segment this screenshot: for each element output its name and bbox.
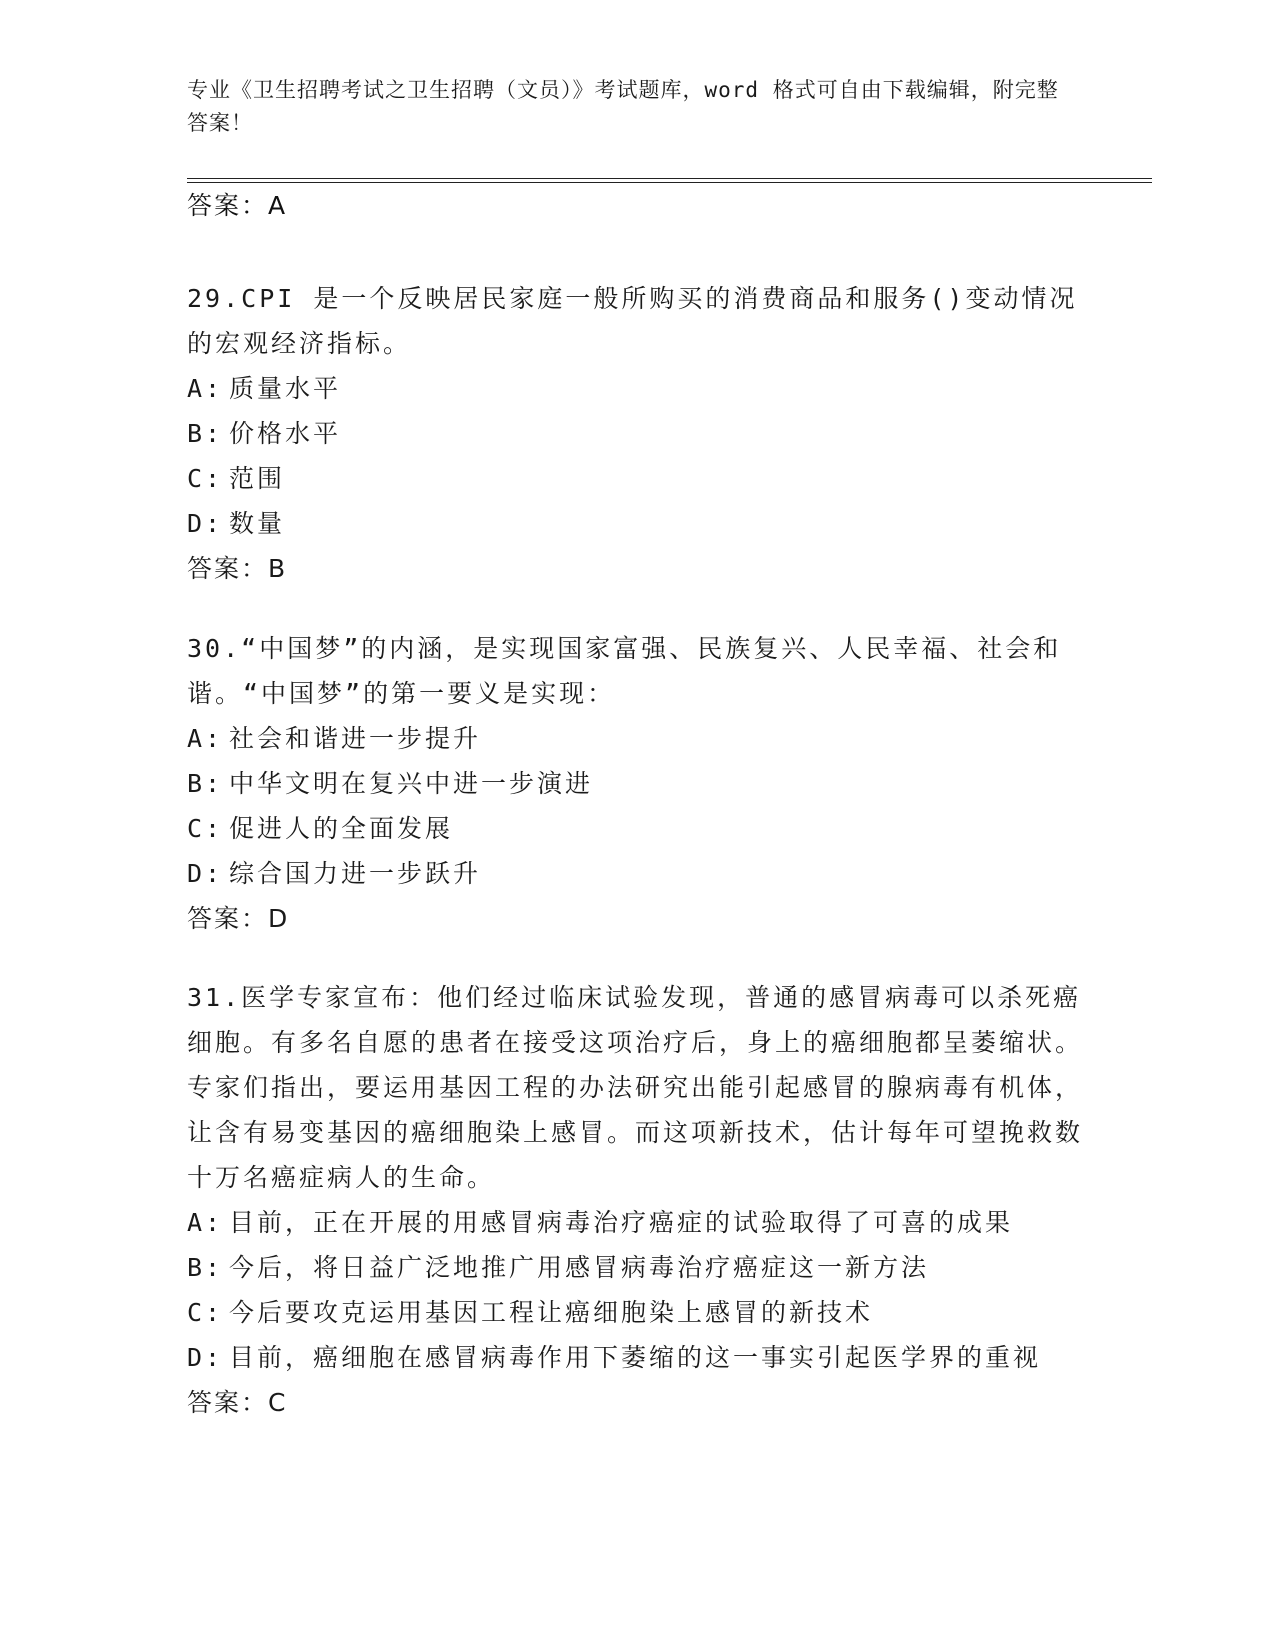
answer-line: 答案：B xyxy=(187,554,288,583)
option-key: B: xyxy=(187,769,224,798)
option-key: D: xyxy=(187,509,224,538)
option-text: 综合国力进一步跃升 xyxy=(229,859,482,888)
option-c xyxy=(187,1290,1087,1335)
answer-line: 答案：D xyxy=(187,904,290,933)
option-b xyxy=(187,1245,1087,1290)
option-key: B: xyxy=(187,1253,224,1282)
option-text: 今后要攻克运用基因工程让癌细胞染上感冒的新技术 xyxy=(229,1298,874,1327)
answer-line: 答案：C xyxy=(187,1388,288,1417)
option-text: 范围 xyxy=(229,464,286,493)
option-text: 目前，癌细胞在感冒病毒作用下萎缩的这一事实引起医学界的重视 xyxy=(229,1343,1042,1372)
option-text: 目前，正在开展的用感冒病毒治疗癌症的试验取得了可喜的成果 xyxy=(229,1208,1014,1237)
option-text: 质量水平 xyxy=(229,374,342,403)
question-stem: 30.“中国梦”的内涵，是实现国家富强、民族复兴、人民幸福、社会和谐。“中国梦”的第一要义是实现： xyxy=(187,634,1062,708)
question-stem: 29.CPI 是一个反映居民家庭一般所购买的消费商品和服务()变动情况的宏观经济指标。 xyxy=(187,284,1078,358)
question-30 xyxy=(187,626,1087,941)
question-stem: 31.医学专家宣布：他们经过临床试验发现，普通的感冒病毒可以杀死癌细胞。有多名自愿的患者在接受这项治疗后，身上的癌细胞都呈萎缩状。专家们指出，要运用基因工程的办法研究出能引起感冒的腺病毒有机体，让含有易变基因的癌细胞染上感冒。而这项新技术，估计每年可望挽救数十万名癌症病人的生命。 xyxy=(187,983,1084,1192)
option-a xyxy=(187,1200,1087,1245)
option-text: 价格水平 xyxy=(229,419,342,448)
option-key: C: xyxy=(187,814,224,843)
header-rule-bottom xyxy=(187,182,1152,183)
option-c xyxy=(187,806,1087,851)
option-key: C: xyxy=(187,464,224,493)
option-key: D: xyxy=(187,1343,224,1372)
option-key: A: xyxy=(187,724,224,753)
option-text: 中华文明在复兴中进一步演进 xyxy=(229,769,594,798)
option-key: B: xyxy=(187,419,224,448)
option-b xyxy=(187,761,1087,806)
question-31 xyxy=(187,975,1087,1425)
option-a xyxy=(187,366,1087,411)
option-key: C: xyxy=(187,1298,224,1327)
option-key: A: xyxy=(187,1208,224,1237)
question-29 xyxy=(187,276,1087,591)
option-key: A: xyxy=(187,374,224,403)
option-a xyxy=(187,716,1087,761)
document-header: 专业《卫生招聘考试之卫生招聘（文员）》考试题库，word 格式可自由下载编辑，附完整答案！ xyxy=(187,78,1059,135)
option-key: D: xyxy=(187,859,224,888)
option-text: 今后，将日益广泛地推广用感冒病毒治疗癌症这一新方法 xyxy=(229,1253,930,1282)
option-text: 促进人的全面发展 xyxy=(229,814,454,843)
option-d xyxy=(187,501,1087,546)
previous-answer: 答案：A xyxy=(187,191,288,220)
option-text: 数量 xyxy=(229,509,286,538)
option-d xyxy=(187,1335,1087,1380)
option-text: 社会和谐进一步提升 xyxy=(229,724,482,753)
option-c xyxy=(187,456,1087,501)
option-d xyxy=(187,851,1087,896)
header-rule-top xyxy=(187,178,1152,179)
option-b xyxy=(187,411,1087,456)
